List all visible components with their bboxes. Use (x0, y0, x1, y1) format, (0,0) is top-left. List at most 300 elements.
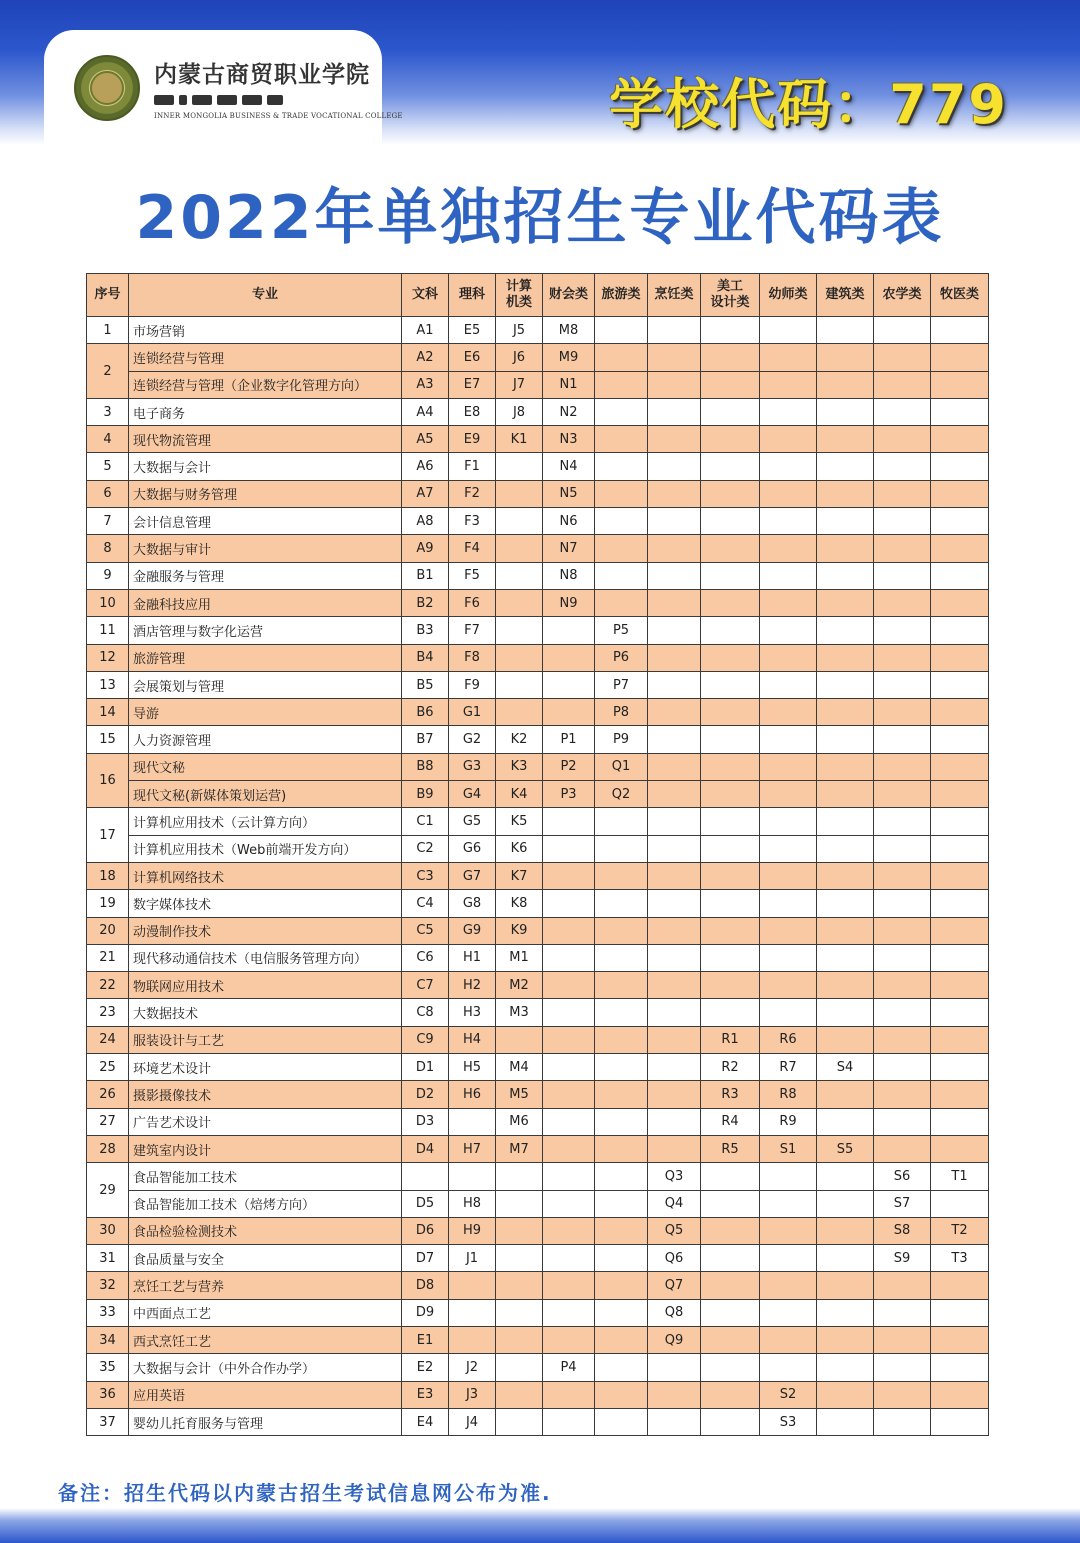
code-cell (760, 1326, 817, 1353)
code-cell (543, 1326, 595, 1353)
code-cell (543, 944, 595, 971)
major-name: 物联网应用技术 (129, 972, 402, 999)
code-cell: C9 (402, 1026, 449, 1053)
code-cell (817, 1326, 874, 1353)
code-cell (874, 371, 931, 398)
code-cell (496, 562, 543, 589)
row-number: 34 (87, 1326, 129, 1353)
code-cell (648, 644, 701, 671)
code-cell (931, 344, 989, 371)
code-cell: E2 (402, 1354, 449, 1381)
code-cell (760, 781, 817, 808)
code-cell: R9 (760, 1108, 817, 1135)
code-cell: Q8 (648, 1299, 701, 1326)
table-row (87, 1026, 989, 1053)
code-cell (543, 1026, 595, 1053)
table-row (87, 644, 989, 671)
code-cell: F2 (449, 480, 496, 507)
code-cell (931, 1081, 989, 1108)
code-cell (543, 1163, 595, 1190)
table-row (87, 999, 989, 1026)
code-cell (874, 699, 931, 726)
code-cell: F3 (449, 508, 496, 535)
code-cell (648, 1026, 701, 1053)
code-cell (648, 808, 701, 835)
code-cell (595, 1326, 648, 1353)
code-cell: A8 (402, 508, 449, 535)
code-cell (595, 344, 648, 371)
code-cell: D6 (402, 1217, 449, 1244)
row-number: 26 (87, 1081, 129, 1108)
code-cell: A3 (402, 371, 449, 398)
table-row (87, 862, 989, 889)
code-cell (817, 1245, 874, 1272)
code-cell (595, 808, 648, 835)
code-cell (648, 972, 701, 999)
code-cell (648, 344, 701, 371)
code-cell: J6 (496, 344, 543, 371)
major-name: 会展策划与管理 (129, 671, 402, 698)
code-cell: P7 (595, 671, 648, 698)
code-cell (701, 753, 760, 780)
major-name: 西式烹饪工艺 (129, 1326, 402, 1353)
row-number: 5 (87, 453, 129, 480)
code-cell (817, 1163, 874, 1190)
code-cell: M8 (543, 317, 595, 344)
code-cell (701, 1245, 760, 1272)
code-cell: P5 (595, 617, 648, 644)
table-row (87, 781, 989, 808)
code-cell (543, 617, 595, 644)
code-cell (543, 1299, 595, 1326)
code-cell (817, 917, 874, 944)
code-cell (874, 398, 931, 425)
column-header: 财会类 (543, 274, 595, 317)
code-cell (701, 1354, 760, 1381)
code-cell (595, 480, 648, 507)
major-name: 服装设计与工艺 (129, 1026, 402, 1053)
major-name: 数字媒体技术 (129, 890, 402, 917)
code-cell: B4 (402, 644, 449, 671)
code-cell: E5 (449, 317, 496, 344)
code-cell (931, 1108, 989, 1135)
code-cell (595, 835, 648, 862)
code-cell (760, 1272, 817, 1299)
code-cell: P3 (543, 781, 595, 808)
row-number: 1 (87, 317, 129, 344)
code-cell (496, 1326, 543, 1353)
row-number: 29 (87, 1163, 129, 1218)
code-cell (543, 644, 595, 671)
code-cell (817, 644, 874, 671)
code-cell (496, 1272, 543, 1299)
row-number: 22 (87, 972, 129, 999)
code-cell: T3 (931, 1245, 989, 1272)
row-number: 23 (87, 999, 129, 1026)
code-cell (449, 1299, 496, 1326)
row-number: 12 (87, 644, 129, 671)
major-name: 电子商务 (129, 398, 402, 425)
code-cell (760, 562, 817, 589)
code-cell: S7 (874, 1190, 931, 1217)
column-header: 牧医类 (931, 274, 989, 317)
code-cell: N3 (543, 426, 595, 453)
code-cell: D7 (402, 1245, 449, 1272)
code-cell (931, 508, 989, 535)
table-row (87, 426, 989, 453)
code-cell (817, 453, 874, 480)
table-row (87, 726, 989, 753)
code-cell (817, 671, 874, 698)
code-cell (817, 890, 874, 917)
major-name: 会计信息管理 (129, 508, 402, 535)
code-cell (648, 535, 701, 562)
table-row (87, 1381, 989, 1408)
code-cell (931, 589, 989, 616)
code-cell (648, 699, 701, 726)
code-cell (595, 535, 648, 562)
code-cell: G8 (449, 890, 496, 917)
row-number: 20 (87, 917, 129, 944)
table-row (87, 589, 989, 616)
column-header: 幼师类 (760, 274, 817, 317)
code-cell (595, 1190, 648, 1217)
column-header: 理科 (449, 274, 496, 317)
code-cell: P1 (543, 726, 595, 753)
code-cell (648, 1381, 701, 1408)
code-cell (874, 1081, 931, 1108)
code-cell (595, 371, 648, 398)
code-cell (874, 917, 931, 944)
code-cell: C5 (402, 917, 449, 944)
code-cell (701, 699, 760, 726)
row-number: 32 (87, 1272, 129, 1299)
code-cell (931, 1299, 989, 1326)
code-cell: F8 (449, 644, 496, 671)
code-cell (543, 999, 595, 1026)
code-cell: N2 (543, 398, 595, 425)
code-cell: S8 (874, 1217, 931, 1244)
code-cell: A6 (402, 453, 449, 480)
table-row (87, 1081, 989, 1108)
code-cell (760, 644, 817, 671)
major-name: 导游 (129, 699, 402, 726)
code-cell (931, 835, 989, 862)
code-cell (874, 862, 931, 889)
code-cell (496, 589, 543, 616)
code-cell: K2 (496, 726, 543, 753)
code-cell: C3 (402, 862, 449, 889)
code-cell (874, 1408, 931, 1435)
code-cell (595, 426, 648, 453)
row-number: 25 (87, 1054, 129, 1081)
code-cell (701, 344, 760, 371)
table-row (87, 1163, 989, 1190)
code-cell (701, 535, 760, 562)
code-cell: F4 (449, 535, 496, 562)
college-name-en: INNER MONGOLIA BUSINESS & TRADE VOCATIONAL COLLEGE (154, 112, 403, 120)
code-cell: K1 (496, 426, 543, 453)
code-cell (701, 398, 760, 425)
code-cell (595, 1381, 648, 1408)
code-cell (760, 589, 817, 616)
major-name: 现代物流管理 (129, 426, 402, 453)
row-number: 36 (87, 1381, 129, 1408)
code-cell (817, 999, 874, 1026)
code-cell (648, 1135, 701, 1162)
code-cell (817, 1272, 874, 1299)
table-row (87, 1190, 989, 1217)
row-number: 14 (87, 699, 129, 726)
code-cell (874, 426, 931, 453)
code-cell (543, 1135, 595, 1162)
column-header: 旅游类 (595, 274, 648, 317)
code-cell: M2 (496, 972, 543, 999)
code-cell (648, 671, 701, 698)
table-row (87, 917, 989, 944)
code-cell (543, 1381, 595, 1408)
major-name: 应用英语 (129, 1381, 402, 1408)
code-cell (817, 753, 874, 780)
code-cell (931, 999, 989, 1026)
major-name: 酒店管理与数字化运营 (129, 617, 402, 644)
code-cell: J5 (496, 317, 543, 344)
code-cell: Q4 (648, 1190, 701, 1217)
code-cell (931, 726, 989, 753)
major-name: 动漫制作技术 (129, 917, 402, 944)
code-cell (874, 344, 931, 371)
code-cell (931, 617, 989, 644)
college-logo (44, 30, 403, 146)
code-cell (760, 890, 817, 917)
code-cell (701, 426, 760, 453)
code-cell: G5 (449, 808, 496, 835)
code-cell: G2 (449, 726, 496, 753)
code-cell (648, 1354, 701, 1381)
code-cell (496, 453, 543, 480)
code-cell (874, 317, 931, 344)
column-header: 农学类 (874, 274, 931, 317)
code-cell: D1 (402, 1054, 449, 1081)
code-cell (760, 699, 817, 726)
code-cell: N4 (543, 453, 595, 480)
code-cell (595, 972, 648, 999)
code-cell: R3 (701, 1081, 760, 1108)
code-cell (701, 890, 760, 917)
code-cell (648, 781, 701, 808)
table-row (87, 1272, 989, 1299)
row-number: 16 (87, 753, 129, 808)
table-row (87, 617, 989, 644)
code-cell (648, 726, 701, 753)
code-cell: M5 (496, 1081, 543, 1108)
code-cell (817, 1408, 874, 1435)
code-cell: S1 (760, 1135, 817, 1162)
code-cell (648, 1408, 701, 1435)
major-name: 现代文秘 (129, 753, 402, 780)
code-cell: E6 (449, 344, 496, 371)
code-cell (496, 535, 543, 562)
code-cell (648, 753, 701, 780)
code-cell (760, 371, 817, 398)
code-cell (874, 508, 931, 535)
code-cell (931, 426, 989, 453)
code-cell (760, 1163, 817, 1190)
code-cell: S4 (817, 1054, 874, 1081)
major-name: 婴幼儿托育服务与管理 (129, 1408, 402, 1435)
major-name: 连锁经营与管理（企业数字化管理方向） (129, 371, 402, 398)
code-cell: T2 (931, 1217, 989, 1244)
code-cell: G4 (449, 781, 496, 808)
code-cell (874, 1054, 931, 1081)
code-cell: Q2 (595, 781, 648, 808)
code-cell: P2 (543, 753, 595, 780)
code-cell: A9 (402, 535, 449, 562)
code-cell: E4 (402, 1408, 449, 1435)
code-cell (760, 862, 817, 889)
row-number: 13 (87, 671, 129, 698)
code-cell (543, 1245, 595, 1272)
row-number: 8 (87, 535, 129, 562)
code-cell (543, 1217, 595, 1244)
code-cell: P8 (595, 699, 648, 726)
code-cell (760, 972, 817, 999)
code-cell (595, 562, 648, 589)
code-cell (543, 972, 595, 999)
code-cell (760, 535, 817, 562)
code-cell (543, 699, 595, 726)
code-cell (931, 917, 989, 944)
code-cell: H8 (449, 1190, 496, 1217)
column-header: 专业 (129, 274, 402, 317)
code-cell (931, 1408, 989, 1435)
code-cell (496, 1354, 543, 1381)
major-name: 烹饪工艺与营养 (129, 1272, 402, 1299)
code-cell (760, 344, 817, 371)
code-cell (817, 508, 874, 535)
code-cell (817, 781, 874, 808)
code-cell: P6 (595, 644, 648, 671)
row-number: 33 (87, 1299, 129, 1326)
major-name: 建筑室内设计 (129, 1135, 402, 1162)
code-cell (701, 1163, 760, 1190)
code-cell (817, 862, 874, 889)
code-cell (648, 835, 701, 862)
code-cell (701, 862, 760, 889)
table-row (87, 398, 989, 425)
code-cell (701, 1190, 760, 1217)
code-cell (817, 1217, 874, 1244)
code-cell (496, 1299, 543, 1326)
code-cell: D5 (402, 1190, 449, 1217)
code-cell: B7 (402, 726, 449, 753)
code-cell (648, 371, 701, 398)
row-number: 35 (87, 1354, 129, 1381)
code-cell: D2 (402, 1081, 449, 1108)
code-cell: K3 (496, 753, 543, 780)
code-cell: Q6 (648, 1245, 701, 1272)
code-cell (496, 617, 543, 644)
code-cell (648, 398, 701, 425)
code-cell: S3 (760, 1408, 817, 1435)
code-cell (543, 917, 595, 944)
table-row (87, 1354, 989, 1381)
code-cell: D3 (402, 1108, 449, 1135)
code-cell (817, 808, 874, 835)
table-row (87, 753, 989, 780)
code-cell: H5 (449, 1054, 496, 1081)
major-name: 现代移动通信技术（电信服务管理方向） (129, 944, 402, 971)
code-cell (874, 644, 931, 671)
code-cell (595, 1354, 648, 1381)
code-cell (648, 1108, 701, 1135)
code-cell (760, 617, 817, 644)
code-cell (817, 1108, 874, 1135)
code-cell: B6 (402, 699, 449, 726)
row-number: 18 (87, 862, 129, 889)
code-cell (874, 589, 931, 616)
code-cell (931, 1354, 989, 1381)
code-cell: F5 (449, 562, 496, 589)
code-cell (760, 726, 817, 753)
row-number: 6 (87, 480, 129, 507)
code-cell (817, 1354, 874, 1381)
column-header: 建筑类 (817, 274, 874, 317)
code-cell (701, 589, 760, 616)
code-cell (701, 1326, 760, 1353)
column-header: 计算 机类 (496, 274, 543, 317)
code-cell (701, 480, 760, 507)
table-row (87, 480, 989, 507)
code-cell (817, 617, 874, 644)
code-cell (874, 972, 931, 999)
code-cell (874, 753, 931, 780)
code-cell: R6 (760, 1026, 817, 1053)
table-row (87, 808, 989, 835)
row-number: 7 (87, 508, 129, 535)
code-cell: F1 (449, 453, 496, 480)
table-row (87, 317, 989, 344)
major-name: 计算机应用技术（云计算方向） (129, 808, 402, 835)
code-cell: G3 (449, 753, 496, 780)
code-cell (874, 890, 931, 917)
column-header: 美工 设计类 (701, 274, 760, 317)
code-cell: M3 (496, 999, 543, 1026)
code-cell (496, 644, 543, 671)
code-cell (931, 781, 989, 808)
code-cell (760, 944, 817, 971)
code-cell (648, 890, 701, 917)
code-cell (701, 371, 760, 398)
code-cell: R7 (760, 1054, 817, 1081)
code-cell: F7 (449, 617, 496, 644)
code-cell (496, 1190, 543, 1217)
code-cell (595, 1245, 648, 1272)
code-cell: M4 (496, 1054, 543, 1081)
college-seal-icon (74, 55, 140, 121)
code-cell (648, 999, 701, 1026)
code-cell (701, 317, 760, 344)
code-cell (931, 808, 989, 835)
code-cell: M6 (496, 1108, 543, 1135)
table-row (87, 1054, 989, 1081)
code-cell: K5 (496, 808, 543, 835)
code-cell: H7 (449, 1135, 496, 1162)
code-cell: K9 (496, 917, 543, 944)
code-cell (817, 1299, 874, 1326)
code-cell (760, 426, 817, 453)
code-cell: C7 (402, 972, 449, 999)
